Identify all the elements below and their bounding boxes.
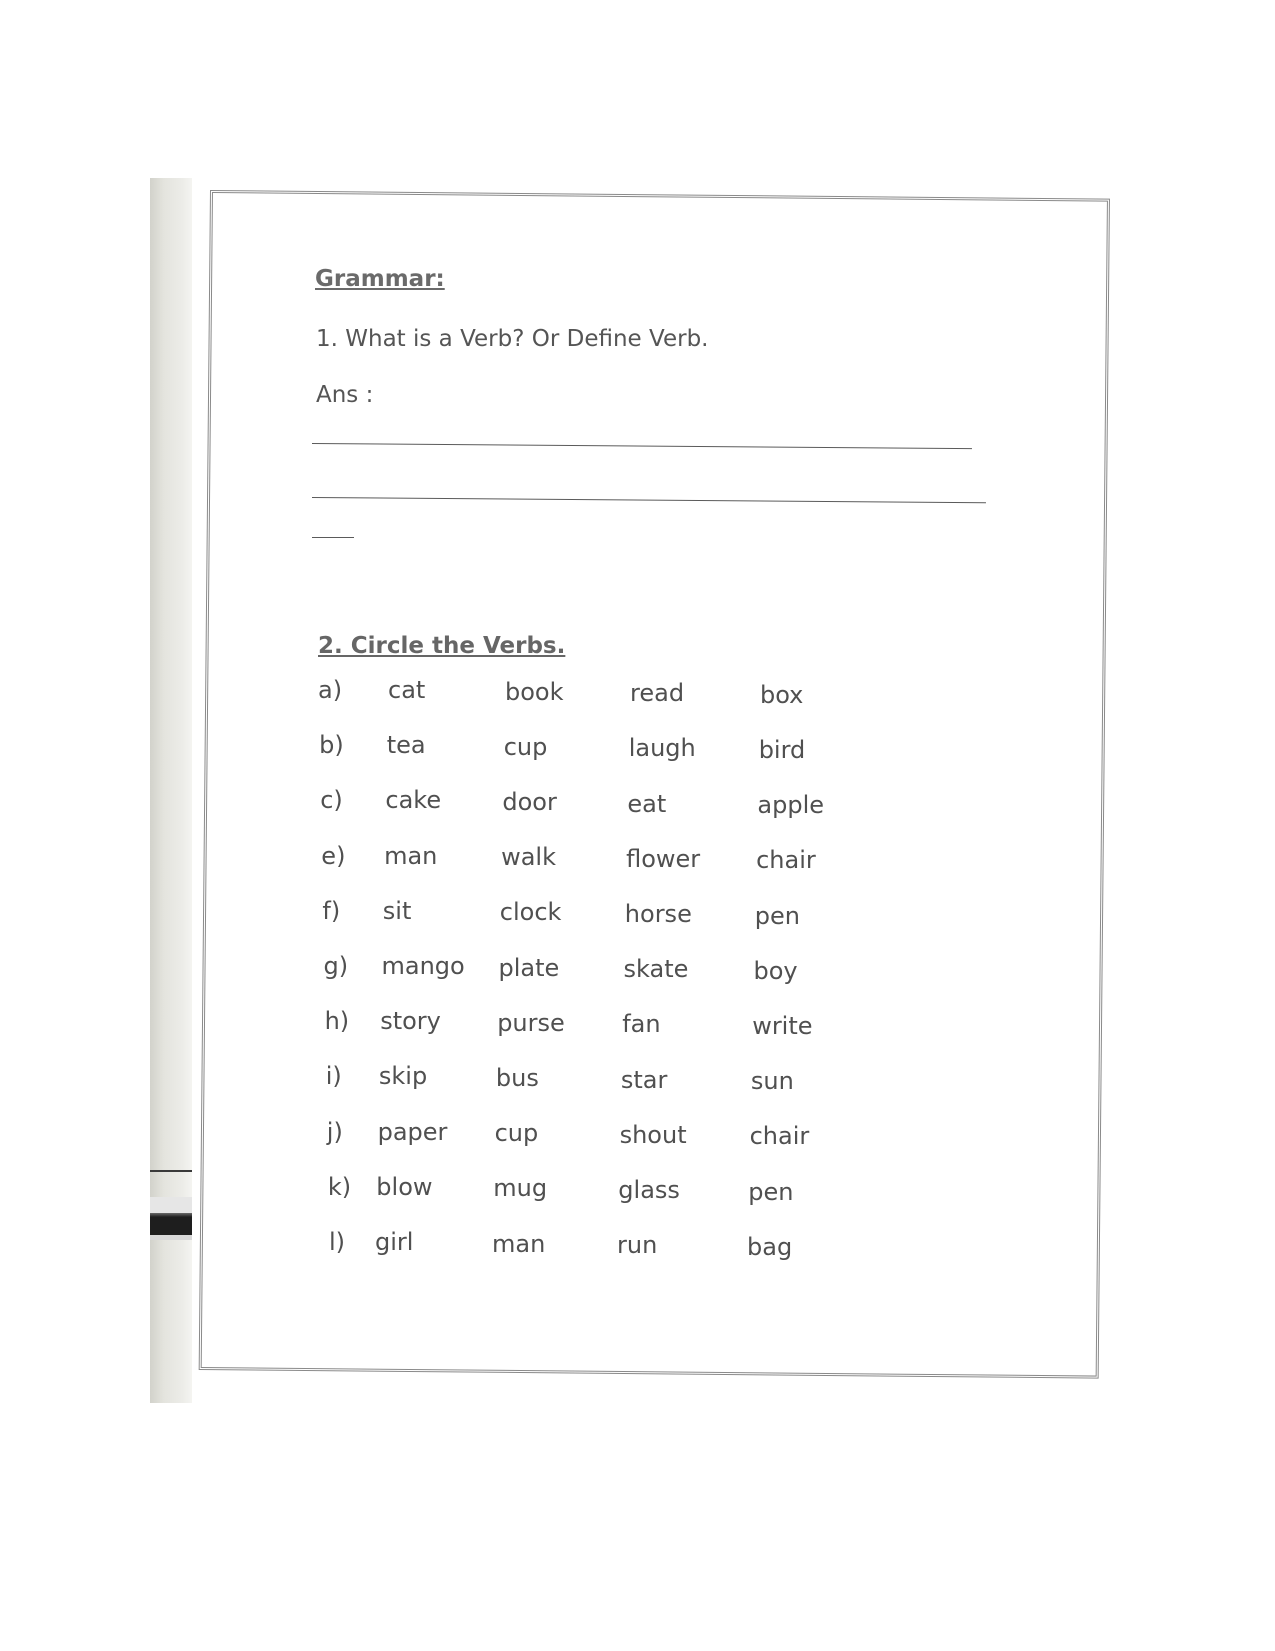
word-option[interactable]: mug [493, 1174, 548, 1203]
word-option[interactable]: blow [376, 1172, 433, 1201]
scan-edge-mark [150, 1170, 192, 1172]
word-option[interactable]: tea [386, 731, 426, 760]
word-option[interactable]: box [760, 680, 804, 709]
word-option[interactable]: laugh [628, 734, 696, 763]
row-label: l) [329, 1228, 346, 1256]
word-option[interactable]: chair [749, 1122, 810, 1151]
scan-edge-block [150, 1197, 192, 1240]
word-option[interactable]: read [630, 679, 685, 708]
row-label: a) [318, 676, 343, 704]
question-define-verb: 1. What is a Verb? Or Define Verb. [316, 326, 709, 352]
row-label: k) [327, 1172, 352, 1201]
word-option[interactable]: sit [382, 896, 412, 925]
word-option[interactable]: skip [378, 1062, 428, 1091]
word-option[interactable]: star [620, 1065, 668, 1094]
row-label: b) [319, 731, 344, 760]
word-option[interactable]: skate [623, 955, 689, 984]
word-option[interactable]: cup [503, 732, 548, 761]
word-option[interactable]: apple [757, 791, 824, 820]
word-option[interactable]: write [752, 1012, 813, 1040]
word-option[interactable]: purse [497, 1008, 565, 1037]
word-option[interactable]: plate [498, 953, 560, 982]
answer-label: Ans : [316, 382, 374, 408]
word-option[interactable]: bus [495, 1064, 539, 1092]
grammar-heading: Grammar: [315, 266, 445, 292]
word-option[interactable]: man [492, 1229, 546, 1258]
row-label: h) [324, 1007, 350, 1036]
word-option[interactable]: clock [499, 898, 562, 927]
row-label: f) [322, 896, 341, 925]
word-option[interactable]: story [380, 1007, 441, 1036]
word-option[interactable]: bag [747, 1232, 793, 1261]
word-option[interactable]: eat [627, 789, 667, 818]
word-option[interactable]: pen [748, 1177, 794, 1206]
word-option[interactable]: man [384, 841, 438, 870]
word-option[interactable]: flower [626, 844, 701, 873]
row-label: g) [323, 952, 349, 980]
word-option[interactable]: shout [619, 1120, 687, 1149]
word-option[interactable]: door [502, 788, 557, 816]
row-label: e) [321, 841, 346, 870]
word-option[interactable]: fan [622, 1010, 661, 1039]
word-option[interactable]: boy [753, 956, 798, 985]
word-option[interactable]: chair [756, 846, 816, 875]
word-option[interactable]: pen [754, 901, 801, 930]
row-label: c) [320, 786, 343, 815]
word-option[interactable]: horse [624, 900, 692, 928]
word-option[interactable]: cup [494, 1119, 539, 1148]
word-option[interactable]: cat [388, 676, 426, 704]
word-option[interactable]: paper [377, 1117, 448, 1146]
word-option[interactable]: bird [758, 736, 806, 764]
answer-line-3 [312, 537, 354, 538]
word-option[interactable]: book [505, 677, 564, 706]
word-option[interactable]: run [617, 1231, 658, 1260]
word-option[interactable]: mango [381, 952, 465, 980]
row-label: i) [325, 1062, 342, 1091]
circle-verbs-heading: 2. Circle the Verbs. [318, 633, 566, 659]
word-option[interactable]: cake [385, 786, 442, 815]
word-option[interactable]: walk [501, 843, 556, 872]
word-option[interactable]: girl [375, 1228, 414, 1256]
row-label: j) [326, 1117, 343, 1146]
word-option[interactable]: glass [618, 1176, 680, 1204]
word-option[interactable]: sun [750, 1067, 794, 1096]
